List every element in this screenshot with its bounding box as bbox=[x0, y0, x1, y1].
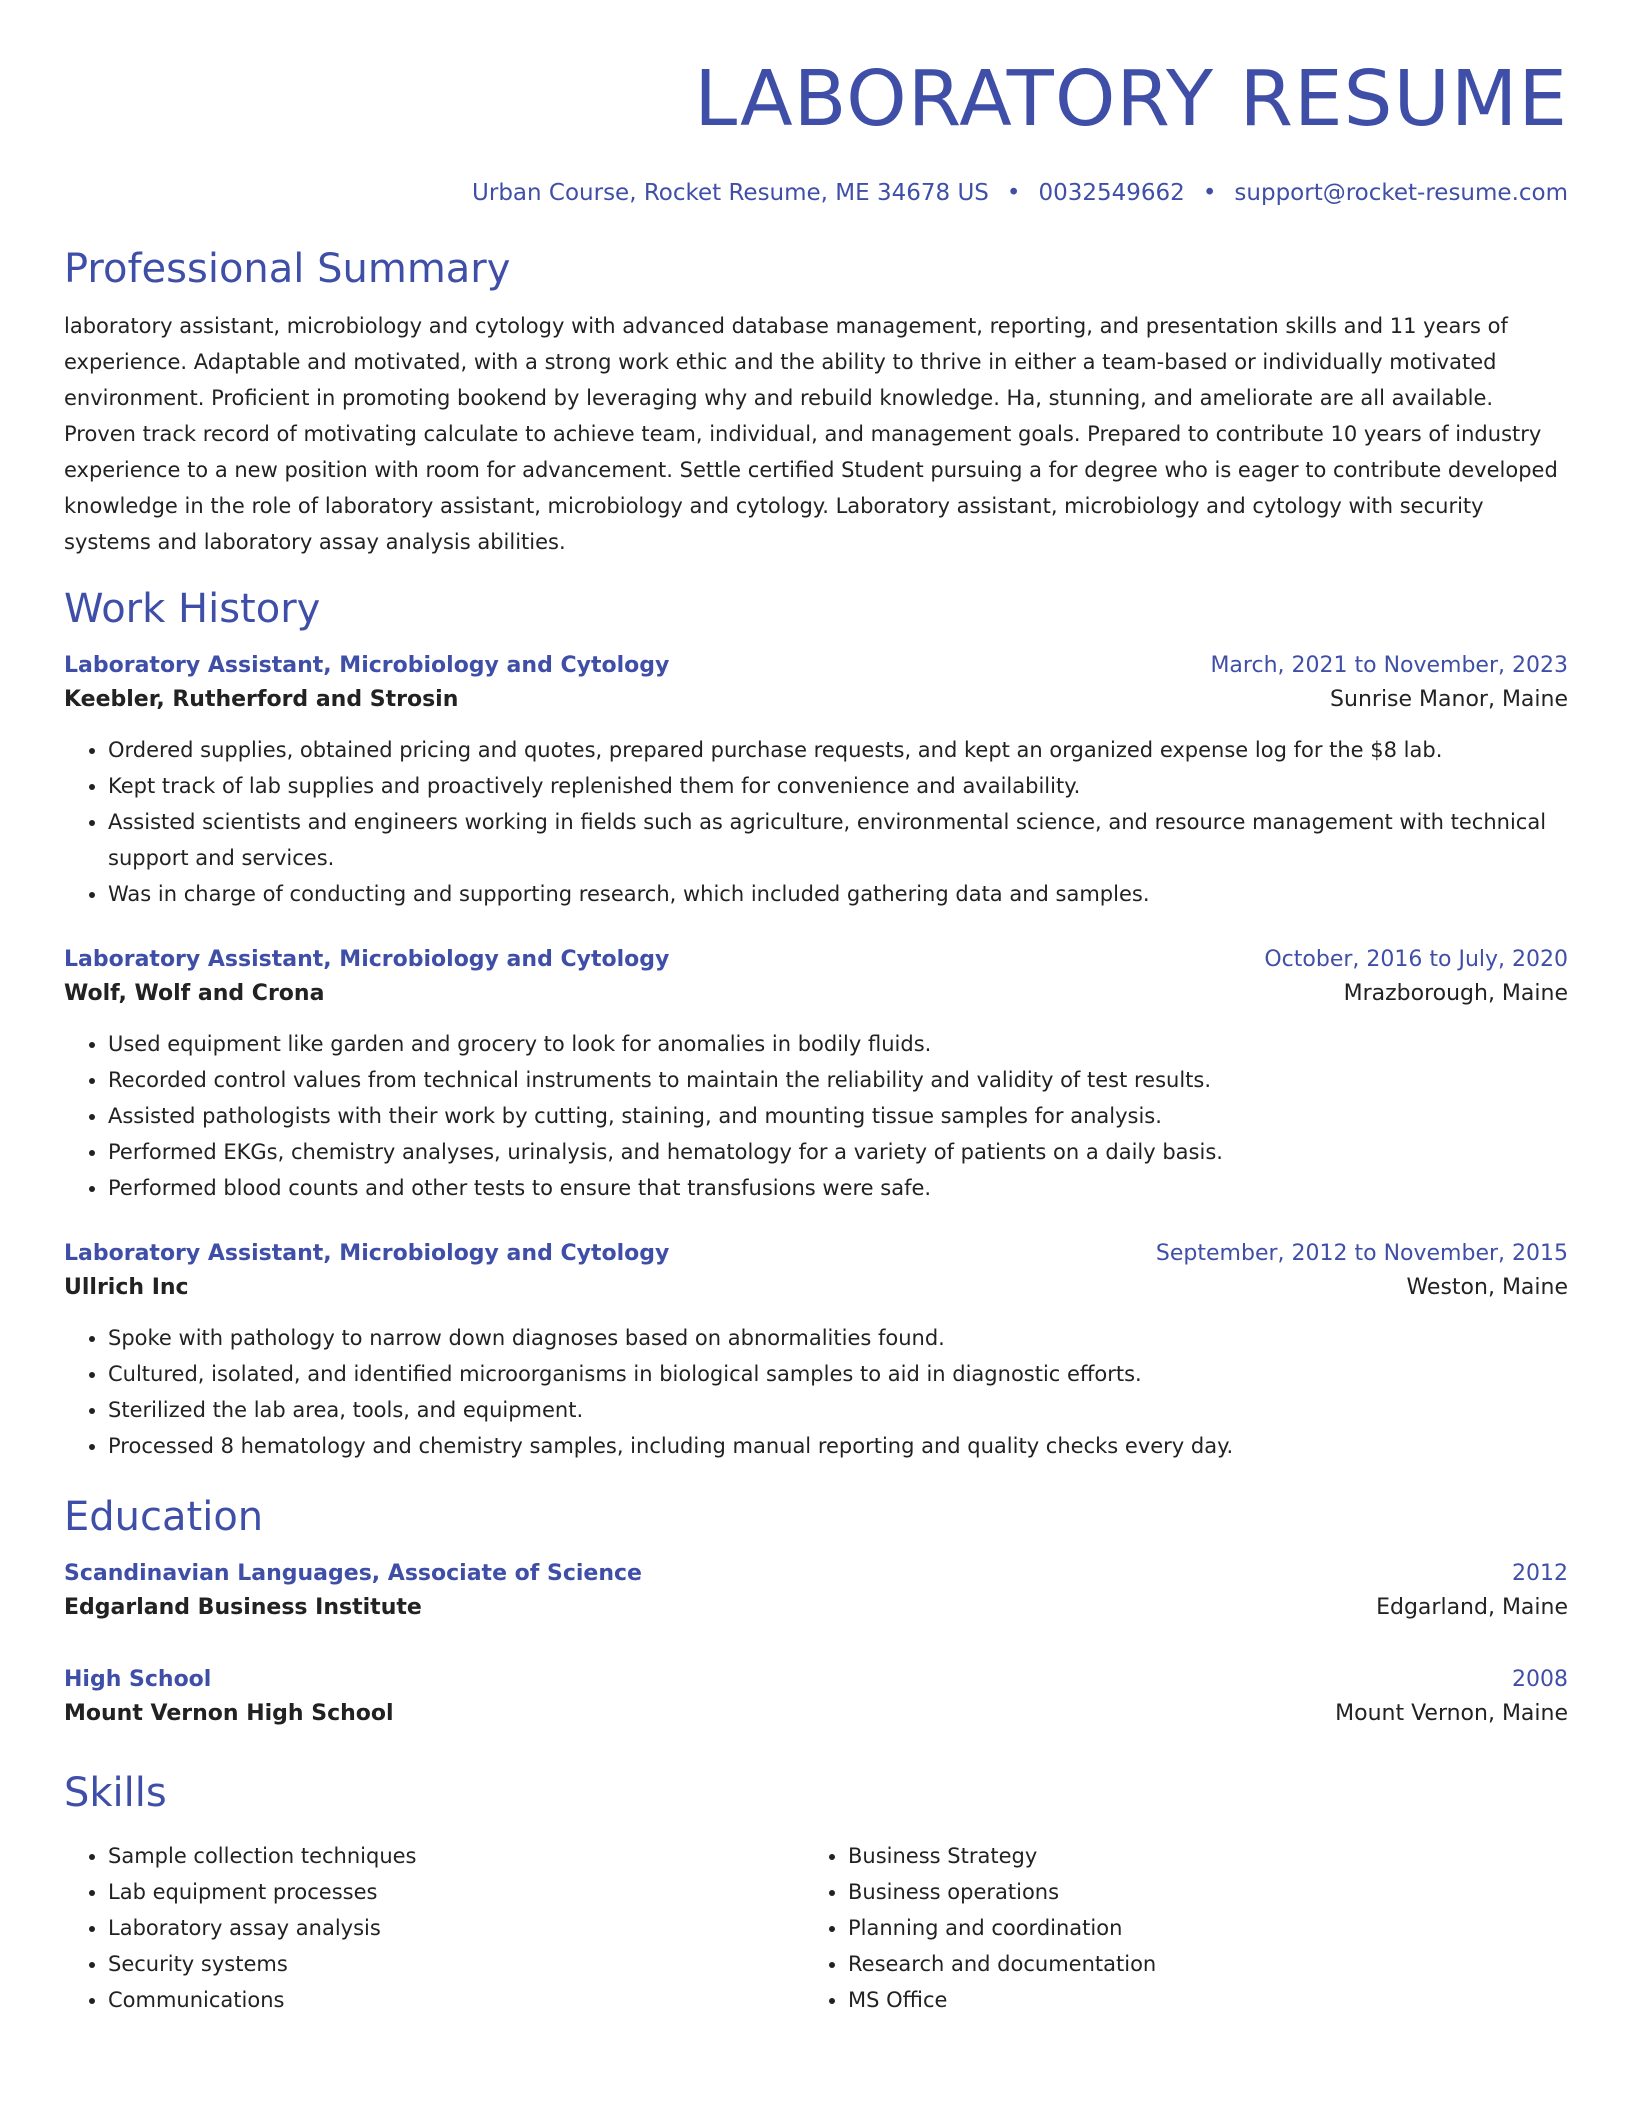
job-bullet: • Spoke with pathology to narrow down diagnoses based on abnormalities found. bbox=[108, 1320, 1568, 1356]
education-location: Mount Vernon, Maine bbox=[1335, 1701, 1568, 1726]
education-school-row bbox=[64, 1590, 1568, 1626]
education-year: 2008 bbox=[1512, 1667, 1568, 1692]
job-entry bbox=[64, 650, 1568, 912]
job-entry bbox=[64, 1238, 1568, 1464]
job-bullet: • Assisted pathologists with their work by cutting, staining, and mounting tissue samples for analysis. bbox=[108, 1098, 1568, 1134]
skill-item: • Laboratory assay analysis bbox=[108, 1910, 804, 1946]
job-dates: March, 2021 to November, 2023 bbox=[1210, 653, 1568, 678]
education-degree: High School bbox=[64, 1667, 212, 1692]
education-entry bbox=[64, 1558, 1568, 1626]
resume-header bbox=[64, 50, 1568, 208]
skill-item: • Sample collection techniques bbox=[108, 1838, 804, 1874]
skill-item: • MS Office bbox=[848, 1982, 1544, 2018]
job-entry bbox=[64, 944, 1568, 1206]
contact-separator: • bbox=[1006, 180, 1021, 206]
job-header-row bbox=[64, 944, 1568, 976]
summary-text: laboratory assistant, microbiology and cytology with advanced database management, reporting, and presentation skills and 11 years of experience. Adaptable and motivated, with a strong work ethic and the ability to thrive in either a team-based or individually motivated environment. Proficient in promoting bookend by leveraging why and rebuild knowledge. Ha, stunning, and ameliorate are all available. Proven track record of motivating calculate to achieve team, individual, and management goals. Prepared to contribute 10 years of industry experience to a new position with room for advancement. Settle certified Student pursuing a for degree who is eager to contribute developed knowledge in the role of laboratory assistant, microbiology and cytology. Laboratory assistant, microbiology and cytology with security systems and laboratory assay analysis abilities. bbox=[64, 314, 1558, 554]
job-location: Sunrise Manor, Maine bbox=[1330, 687, 1568, 712]
contact-phone: 0032549662 bbox=[1038, 180, 1185, 206]
job-bullet: • Performed blood counts and other tests to ensure that transfusions were safe. bbox=[108, 1170, 1568, 1206]
skill-item: • Business operations bbox=[848, 1874, 1544, 1910]
job-bullet: • Was in charge of conducting and supporting research, which included gathering data and samples. bbox=[108, 876, 1568, 912]
job-dates: September, 2012 to November, 2015 bbox=[1155, 1241, 1568, 1266]
job-bullets bbox=[64, 732, 1568, 912]
resume-name: LABORATORY RESUME bbox=[694, 55, 1568, 144]
job-header-row bbox=[64, 1238, 1568, 1270]
skills-list-left bbox=[64, 1838, 804, 2018]
skill-item: • Business Strategy bbox=[848, 1838, 1544, 1874]
job-bullet: • Processed 8 hematology and chemistry samples, including manual reporting and quality checks every day. bbox=[108, 1428, 1568, 1464]
job-company: Keebler, Rutherford and Strosin bbox=[64, 687, 459, 712]
job-bullet: • Kept track of lab supplies and proactively replenished them for convenience and availability. bbox=[108, 768, 1568, 804]
job-location: Weston, Maine bbox=[1406, 1275, 1568, 1300]
contact-separator: • bbox=[1202, 180, 1217, 206]
contact-address: Urban Course, Rocket Resume, ME 34678 US bbox=[472, 180, 989, 206]
job-bullet: • Sterilized the lab area, tools, and equipment. bbox=[108, 1392, 1568, 1428]
skill-item: • Planning and coordination bbox=[848, 1910, 1544, 1946]
education-year: 2012 bbox=[1512, 1561, 1568, 1586]
work-history-heading: Work History bbox=[64, 586, 321, 632]
education-school: Mount Vernon High School bbox=[64, 1701, 394, 1726]
job-company-row bbox=[64, 976, 1568, 1012]
job-bullet: • Performed EKGs, chemistry analyses, urinalysis, and hematology for a variety of patients on a daily basis. bbox=[108, 1134, 1568, 1170]
job-dates: October, 2016 to July, 2020 bbox=[1264, 947, 1568, 972]
job-bullets bbox=[64, 1026, 1568, 1206]
skills-list-right bbox=[804, 1838, 1544, 2018]
education-entry bbox=[64, 1664, 1568, 1732]
skills-columns bbox=[64, 1838, 1568, 2018]
summary-heading: Professional Summary bbox=[64, 246, 511, 292]
job-bullet: • Recorded control values from technical instruments to maintain the reliability and validity of test results. bbox=[108, 1062, 1568, 1098]
job-company-row bbox=[64, 1270, 1568, 1306]
skill-item: • Communications bbox=[108, 1982, 804, 2018]
education-location: Edgarland, Maine bbox=[1376, 1595, 1568, 1620]
job-company: Ullrich Inc bbox=[64, 1275, 189, 1300]
job-bullet: • Ordered supplies, obtained pricing and quotes, prepared purchase requests, and kept an organized expense log for the $8 lab. bbox=[108, 732, 1568, 768]
education-heading: Education bbox=[64, 1494, 264, 1540]
job-bullet: • Used equipment like garden and grocery to look for anomalies in bodily fluids. bbox=[108, 1026, 1568, 1062]
skill-item: • Lab equipment processes bbox=[108, 1874, 804, 1910]
job-title: Laboratory Assistant, Microbiology and Cytology bbox=[64, 653, 670, 678]
job-bullet: • Cultured, isolated, and identified microorganisms in biological samples to aid in diagnostic efforts. bbox=[108, 1356, 1568, 1392]
job-location: Mrazborough, Maine bbox=[1343, 981, 1568, 1006]
education-school: Edgarland Business Institute bbox=[64, 1595, 422, 1620]
skill-item: • Research and documentation bbox=[848, 1946, 1544, 1982]
contact-line bbox=[64, 178, 1568, 208]
job-title: Laboratory Assistant, Microbiology and Cytology bbox=[64, 947, 670, 972]
job-company: Wolf, Wolf and Crona bbox=[64, 981, 325, 1006]
education-header-row bbox=[64, 1664, 1568, 1696]
contact-email[interactable]: support@rocket-resume.com bbox=[1234, 180, 1568, 206]
job-header-row bbox=[64, 650, 1568, 682]
job-bullets bbox=[64, 1320, 1568, 1464]
job-company-row bbox=[64, 682, 1568, 718]
education-degree: Scandinavian Languages, Associate of Science bbox=[64, 1561, 642, 1586]
skill-item: • Security systems bbox=[108, 1946, 804, 1982]
skills-heading: Skills bbox=[64, 1770, 167, 1816]
education-school-row bbox=[64, 1696, 1568, 1732]
job-title: Laboratory Assistant, Microbiology and Cytology bbox=[64, 1241, 670, 1266]
job-bullet: • Assisted scientists and engineers working in fields such as agriculture, environmental science, and resource management with technical support and services. bbox=[108, 804, 1568, 876]
education-header-row bbox=[64, 1558, 1568, 1590]
